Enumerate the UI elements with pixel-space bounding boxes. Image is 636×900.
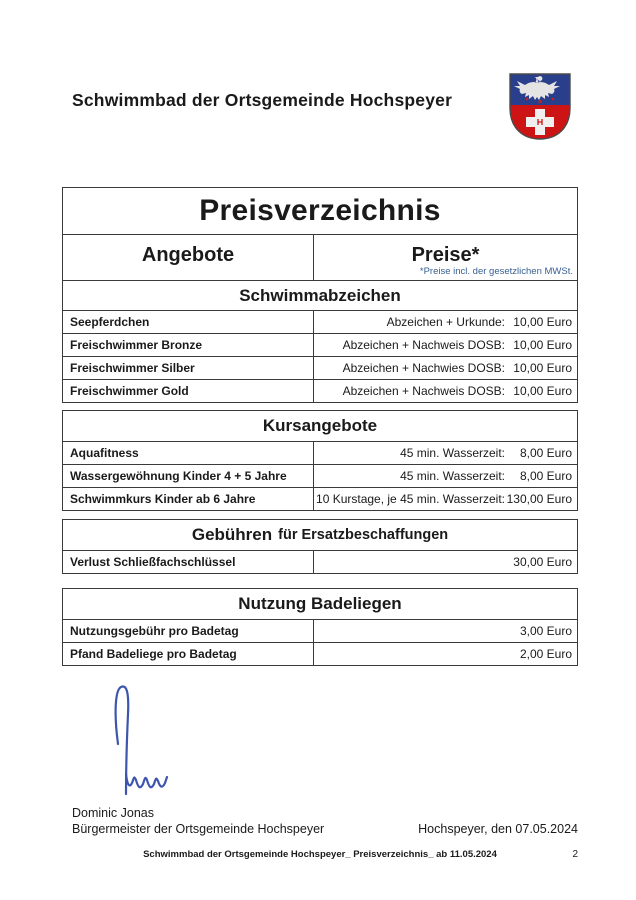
row-price: 10,00 Euro bbox=[513, 361, 572, 375]
row-price: 3,00 Euro bbox=[519, 624, 572, 638]
row-item: Schwimmkurs Kinder ab 6 Jahre bbox=[70, 492, 256, 506]
row-price: 10,00 Euro bbox=[513, 338, 572, 352]
price-table-main bbox=[62, 187, 578, 403]
row-price-cell bbox=[313, 380, 577, 402]
row-desc: 45 min. Wasserzeit: bbox=[400, 446, 505, 460]
row-item: Freischwimmer Bronze bbox=[70, 338, 203, 352]
row-price: 2,00 Euro bbox=[519, 647, 572, 661]
row-item: Seepferdchen bbox=[70, 315, 150, 329]
price-table-fees bbox=[62, 519, 578, 574]
column-header-preise bbox=[313, 235, 577, 280]
signer-name: Dominic Jonas bbox=[72, 806, 154, 820]
row-price: 8,00 Euro bbox=[519, 446, 572, 460]
row-price-cell bbox=[313, 334, 577, 356]
row-item: Wassergewöhnung Kinder 4 + 5 Jahre bbox=[70, 469, 287, 483]
row-desc: 10 Kurstage, je 45 min. Wasserzeit: bbox=[316, 492, 505, 506]
table-row bbox=[63, 619, 577, 642]
row-desc: Abzeichen + Nachweis DOSB: bbox=[342, 384, 505, 398]
row-item: Aquafitness bbox=[70, 446, 139, 460]
price-table-loungers bbox=[62, 588, 578, 666]
handwritten-signature-icon bbox=[88, 680, 173, 798]
price-table-courses bbox=[62, 410, 578, 511]
section-header-gebuehren-main: Gebühren bbox=[191, 525, 273, 544]
table-row bbox=[63, 441, 577, 464]
row-item: Nutzungsgebühr pro Badetag bbox=[70, 624, 239, 638]
section-header-badeliegen: Nutzung Badeliegen bbox=[238, 594, 402, 613]
row-desc: 45 min. Wasserzeit: bbox=[400, 469, 505, 483]
row-price-cell bbox=[313, 442, 577, 464]
table-row bbox=[63, 333, 577, 356]
row-price-cell bbox=[313, 465, 577, 487]
row-price-cell bbox=[313, 488, 577, 510]
table-row bbox=[63, 379, 577, 402]
page-footer bbox=[62, 849, 578, 860]
row-desc: Abzeichen + Urkunde: bbox=[386, 315, 505, 329]
section-header-gebuehren bbox=[63, 520, 577, 550]
section-header-gebuehren-sub: für Ersatzbeschaffungen bbox=[278, 527, 449, 543]
row-item: Freischwimmer Silber bbox=[70, 361, 195, 375]
row-price: 10,00 Euro bbox=[513, 315, 572, 329]
table-title: Preisverzeichnis bbox=[199, 194, 441, 227]
row-price-cell bbox=[313, 551, 577, 573]
page-number: 2 bbox=[572, 849, 578, 860]
vat-note: *Preise incl. der gesetzlichen MWSt. bbox=[419, 266, 573, 277]
row-item: Pfand Badeliege pro Badetag bbox=[70, 647, 237, 661]
page-title: Schwimmbad der Ortsgemeinde Hochspeyer bbox=[72, 90, 453, 110]
row-price: 10,00 Euro bbox=[513, 384, 572, 398]
row-price-cell bbox=[313, 620, 577, 642]
row-item: Freischwimmer Gold bbox=[70, 384, 189, 398]
row-desc: Abzeichen + Nachwies DOSB: bbox=[342, 361, 505, 375]
column-header-preise-label: Preise* bbox=[411, 244, 480, 266]
row-price-cell bbox=[313, 357, 577, 379]
column-header-angebote: Angebote bbox=[141, 244, 235, 266]
row-price-cell bbox=[313, 643, 577, 665]
section-header-kursangebote: Kursangebote bbox=[262, 416, 378, 435]
row-price: 8,00 Euro bbox=[519, 469, 572, 483]
signer-role: Bürgermeister der Ortsgemeinde Hochspeyer bbox=[72, 822, 325, 836]
coat-of-arms-icon bbox=[508, 72, 572, 142]
table-row bbox=[63, 550, 577, 573]
row-price: 30,00 Euro bbox=[513, 555, 572, 569]
row-item: Verlust Schließfachschlüssel bbox=[70, 555, 236, 569]
row-price: 130,00 Euro bbox=[506, 492, 572, 506]
table-row bbox=[63, 310, 577, 333]
section-header-schwimmabzeichen: Schwimmabzeichen bbox=[63, 280, 577, 310]
row-price-cell bbox=[313, 311, 577, 333]
place-and-date: Hochspeyer, den 07.05.2024 bbox=[418, 822, 578, 836]
column-header-row bbox=[63, 234, 577, 280]
table-row bbox=[63, 487, 577, 510]
table-row bbox=[63, 642, 577, 665]
row-desc: Abzeichen + Nachweis DOSB: bbox=[342, 338, 505, 352]
table-row bbox=[63, 356, 577, 379]
table-row bbox=[63, 464, 577, 487]
footer-text: Schwimmbad der Ortsgemeinde Hochspeyer_ Preisverzeichnis_ ab 11.05.2024 bbox=[143, 849, 497, 860]
